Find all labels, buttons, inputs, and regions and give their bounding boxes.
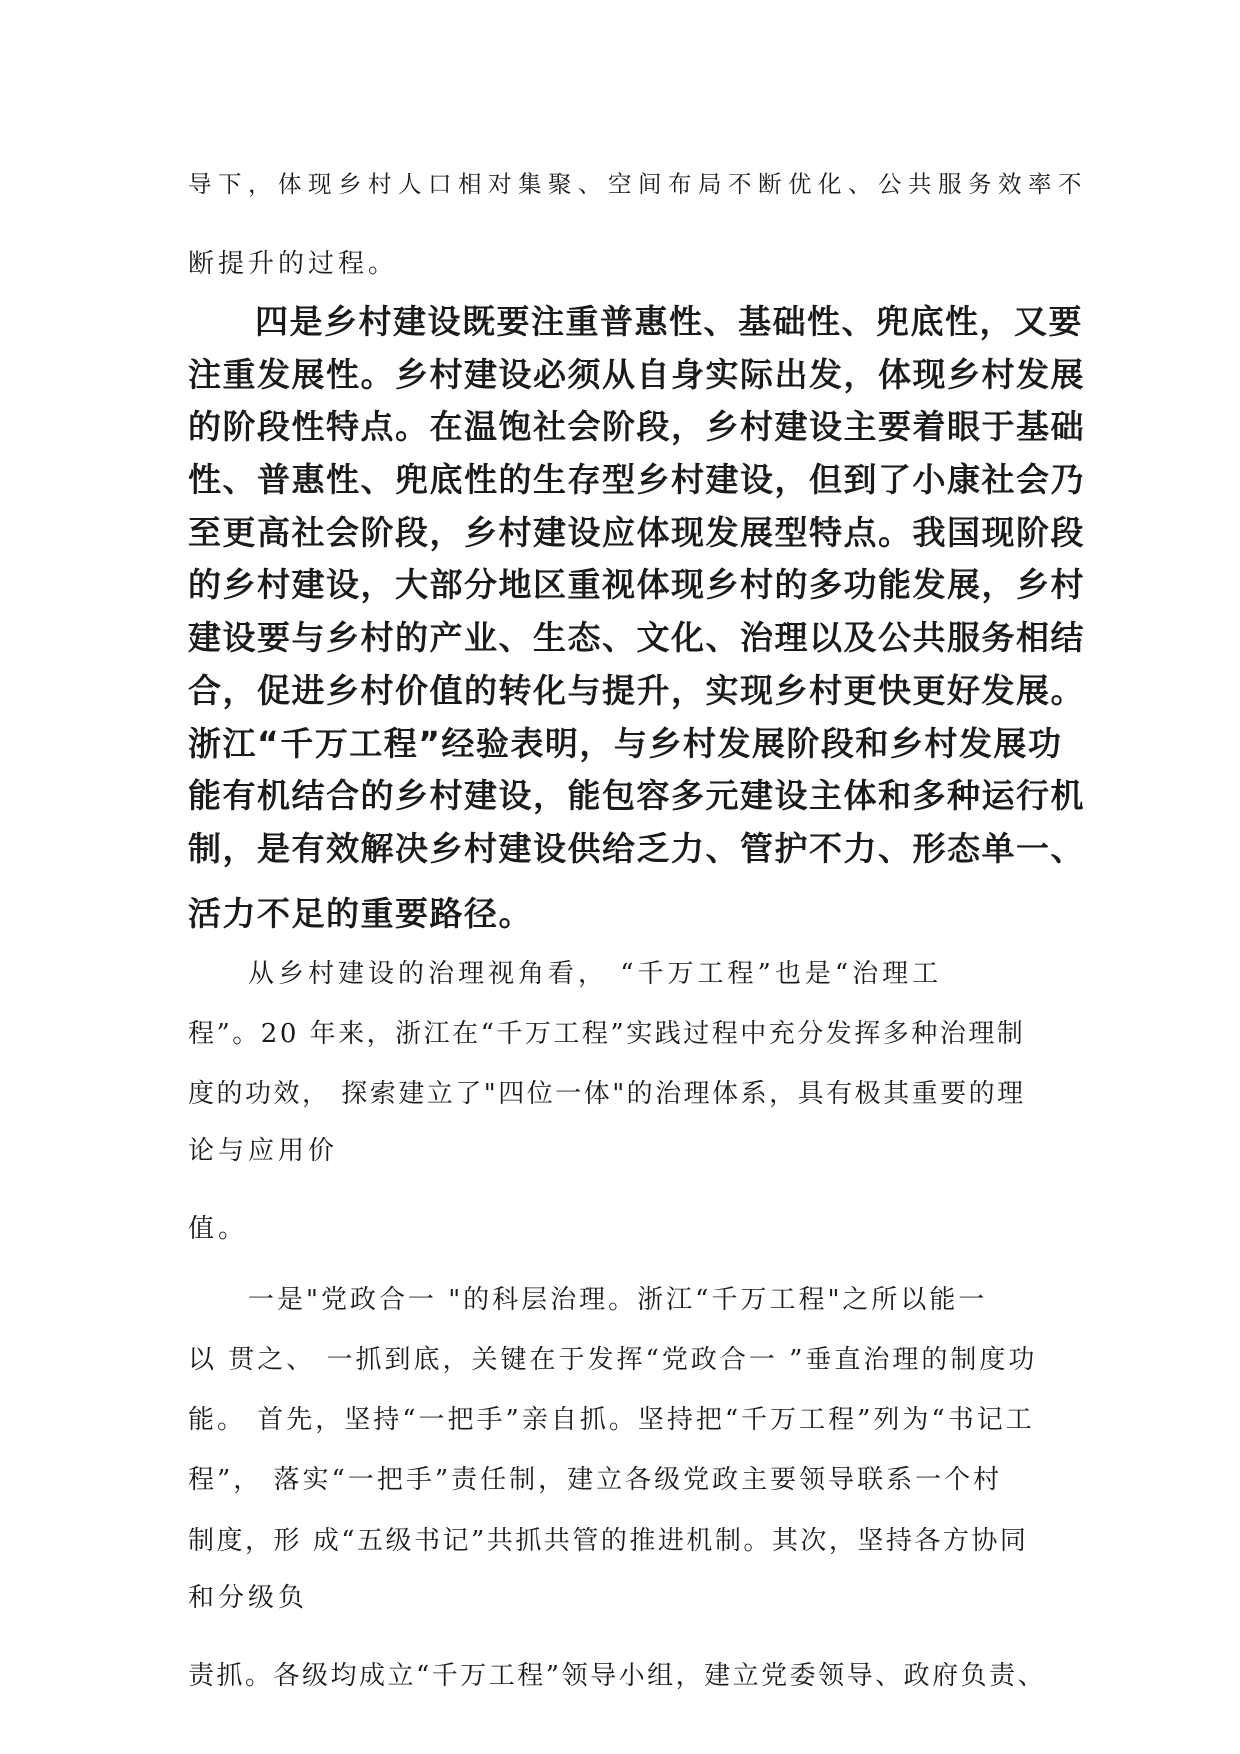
text-line: 论与应用价	[188, 1136, 339, 1166]
bold-paragraph-line: 性、普惠性、兜底性的生存型乡村建设，但到了小康社会乃	[188, 460, 1085, 499]
bold-paragraph-line: 至更高社会阶段，乡村建设应体现发展型特点。我国现阶段	[188, 513, 1085, 552]
text-line: 值。	[188, 1214, 249, 1244]
text-line: 责抓。各级均成立“千万工程”领导小组，建立党委领导、政府负责、	[188, 1661, 1047, 1691]
bold-paragraph-line: 浙江“千万工程”经验表明，与乡村发展阶段和乡村发展功	[188, 724, 1063, 763]
text-line: 以 贯之、 一抓到底，关键在于发挥“党政合一 ”垂直治理的制度功	[188, 1345, 1038, 1375]
bold-paragraph-line: 建设要与乡村的产业、生态、文化、治理以及公共服务相结	[188, 618, 1085, 657]
text-line: 导下，体现乡村人口相对集聚、空间布局不断优化、公共服务效率不	[188, 170, 1088, 198]
bold-paragraph-line: 四是乡村建设既要注重普惠性、基础性、兜底性，又要	[255, 302, 1083, 341]
bold-paragraph-line: 注重发展性。乡村建设必须从自身实际出发，体现乡村发展	[188, 355, 1085, 394]
text-line: 度的功效， 探索建立了"四位一体"的治理体系，具有极其重要的理	[188, 1079, 1026, 1109]
text-line: 能。 首先，坚持“一把手”亲自抓。坚持把“千万工程”列为“书记工	[188, 1405, 1035, 1435]
text-line: 断提升的过程。	[188, 249, 399, 279]
bold-paragraph-line: 活力不足的重要路径。	[188, 894, 533, 933]
text-line: 一是"党政合一 "的科层治理。浙江“千万工程"之所以能一	[248, 1285, 988, 1315]
bold-paragraph-line: 的乡村建设，大部分地区重视体现乡村的多功能发展，乡村	[188, 565, 1085, 604]
bold-paragraph-line: 能有机结合的乡村建设，能包容多元建设主体和多种运行机	[188, 776, 1085, 815]
text-line: 从乡村建设的治理视角看， “千万工程”也是“治理工	[248, 959, 943, 989]
text-line: 和分级负	[188, 1583, 309, 1613]
text-line: 程”， 落实“一把手”责任制，建立各级党政主要领导联系一个村	[188, 1465, 1003, 1495]
text-line: 程”。20 年来，浙江在“千万工程”实践过程中充分发挥多种治理制	[188, 1019, 1026, 1049]
text-line: 制度，形 成“五级书记”共抓共管的推进机制。其次，坚持各方协同	[188, 1526, 1029, 1556]
bold-paragraph-line: 制，是有效解决乡村建设供给乏力、管护不力、形态单一、	[188, 829, 1085, 868]
bold-paragraph-line: 的阶段性特点。在温饱社会阶段，乡村建设主要着眼于基础	[188, 407, 1085, 446]
bold-paragraph-line: 合，促进乡村价值的转化与提升，实现乡村更快更好发展。	[188, 671, 1085, 710]
